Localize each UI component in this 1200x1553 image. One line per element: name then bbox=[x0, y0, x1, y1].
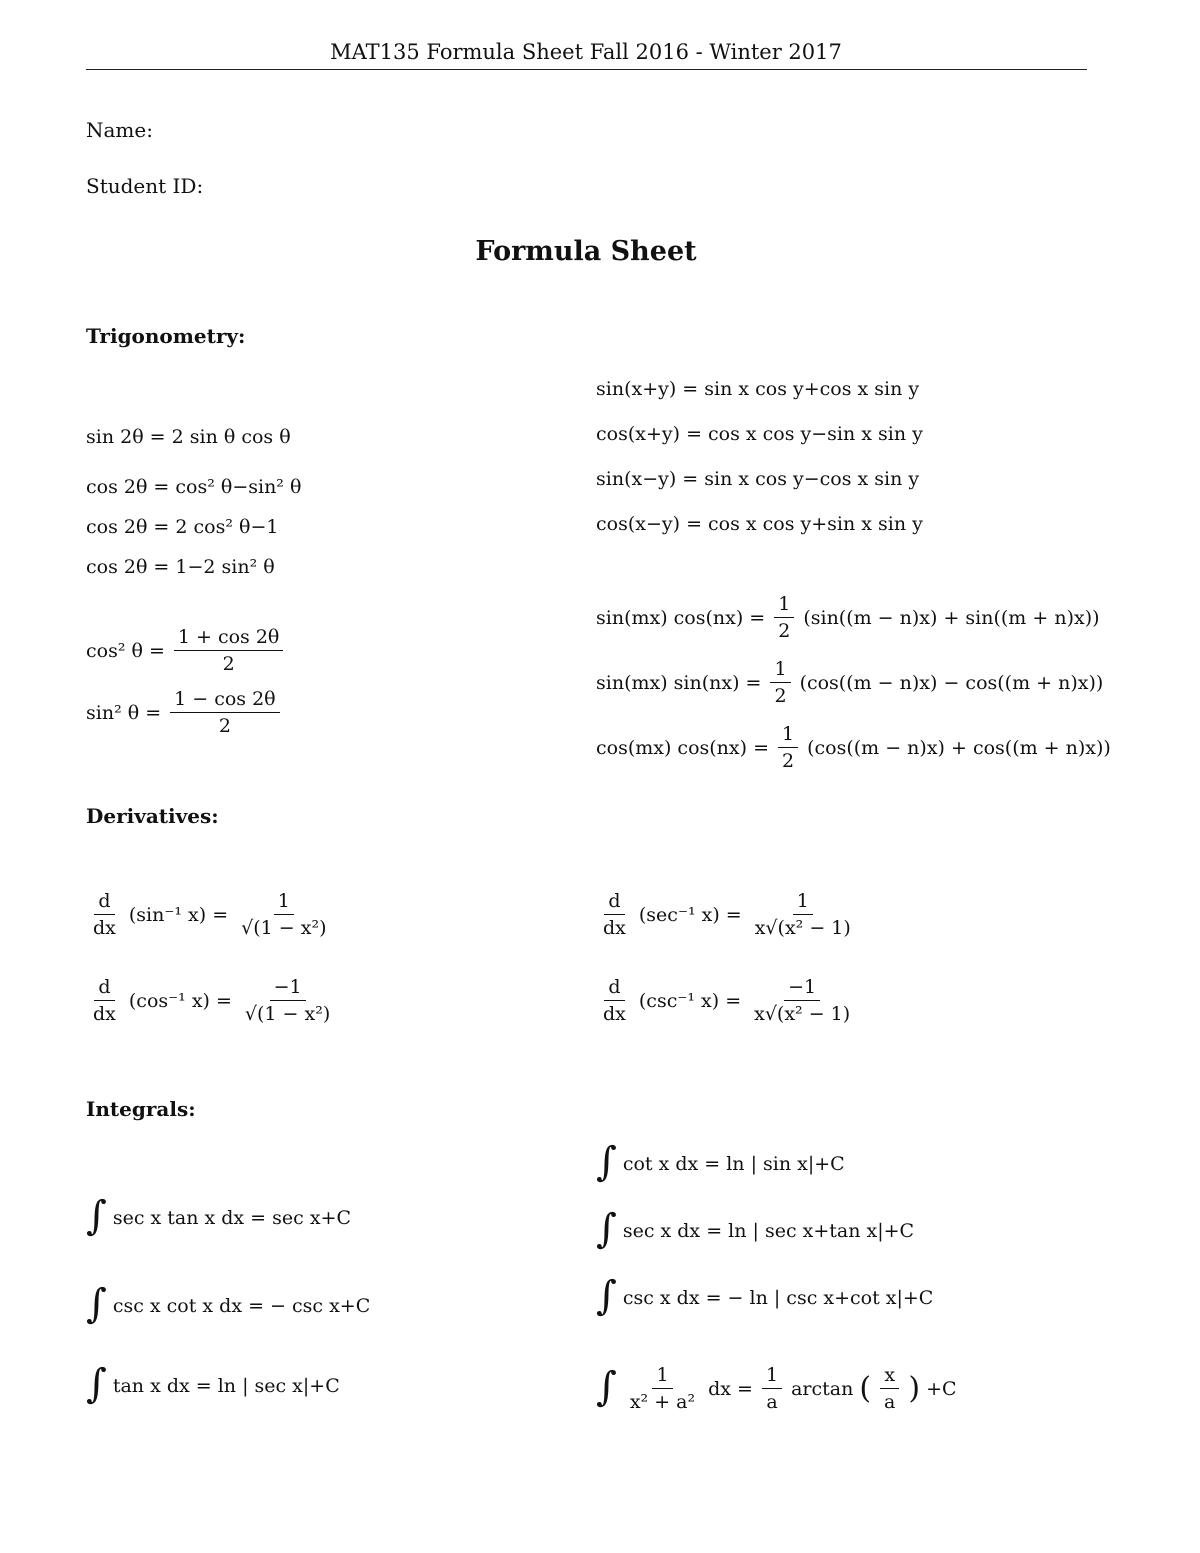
fraction bbox=[778, 723, 798, 772]
right-paren-icon: ) bbox=[908, 1371, 921, 1406]
fraction-denominator: 2 bbox=[774, 685, 787, 707]
integral-formula bbox=[86, 1193, 351, 1239]
function-name: arctan bbox=[791, 1377, 854, 1400]
trig-identity: cos 2θ = cos² θ−sin² θ bbox=[86, 476, 302, 498]
integral-sign-icon: ∫ bbox=[86, 1361, 107, 1407]
integral-formula bbox=[596, 1139, 845, 1185]
formula-rhs: (cos((m − n)x) − cos((m + n)x)) bbox=[799, 671, 1104, 694]
section-heading-integrals: Integrals: bbox=[86, 1097, 196, 1121]
integral-formula bbox=[86, 1281, 371, 1327]
product-to-sum-formula bbox=[596, 658, 1103, 707]
derivative-formula bbox=[596, 890, 858, 939]
trig-identity: cos 2θ = 1−2 sin² θ bbox=[86, 556, 275, 578]
fraction-numerator: d bbox=[94, 976, 114, 1001]
fraction-denominator: x√(x² − 1) bbox=[754, 1003, 851, 1025]
fraction-denominator: 2 bbox=[778, 620, 791, 642]
fraction-denominator: 2 bbox=[218, 715, 231, 737]
integral-formula bbox=[596, 1273, 934, 1319]
fraction bbox=[774, 593, 794, 642]
integral-body: csc x cot x dx = − csc x+C bbox=[112, 1295, 371, 1317]
integral-body: csc x dx = − ln | csc x+cot x|+C bbox=[622, 1287, 934, 1309]
derivative-argument: (sin⁻¹ x) = bbox=[128, 903, 229, 926]
fraction-denominator: √(1 − x²) bbox=[241, 917, 327, 939]
formula-lhs: sin(mx) sin(nx) = bbox=[596, 671, 762, 694]
header-divider bbox=[86, 69, 1087, 70]
fraction bbox=[241, 976, 334, 1025]
integral-body: cot x dx = ln | sin x|+C bbox=[622, 1153, 845, 1175]
section-heading-derivatives: Derivatives: bbox=[86, 804, 219, 828]
sum-difference-identity: sin(x+y) = sin x cos y+cos x sin y bbox=[596, 378, 920, 400]
derivative-operator bbox=[599, 890, 630, 939]
fraction-numerator: d bbox=[604, 890, 624, 915]
sum-difference-identity: cos(x−y) = cos x cos y+sin x sin y bbox=[596, 513, 923, 535]
name-label: Name: bbox=[86, 118, 153, 142]
fraction-numerator: 1 bbox=[770, 658, 790, 683]
formula-rhs: (cos((m − n)x) + cos((m + n)x)) bbox=[807, 736, 1111, 759]
fraction-denominator: a bbox=[884, 1391, 896, 1413]
product-to-sum-formula bbox=[596, 723, 1111, 772]
left-paren-icon: ( bbox=[859, 1371, 872, 1406]
integral-sign-icon: ∫ bbox=[596, 1206, 617, 1252]
student-id-label: Student ID: bbox=[86, 174, 204, 198]
trig-identity: cos 2θ = 2 cos² θ−1 bbox=[86, 516, 279, 538]
fraction-numerator: 1 bbox=[762, 1364, 782, 1389]
fraction-denominator: dx bbox=[93, 917, 116, 939]
sheet-title: Formula Sheet bbox=[475, 236, 697, 267]
derivative-operator bbox=[599, 976, 630, 1025]
fraction bbox=[237, 890, 330, 939]
fraction bbox=[174, 626, 284, 675]
integral-formula bbox=[86, 1361, 340, 1407]
coefficient-fraction bbox=[762, 1364, 782, 1413]
formula-rhs: (sin((m − n)x) + sin((m + n)x)) bbox=[803, 606, 1100, 629]
integral-sign-icon: ∫ bbox=[596, 1139, 617, 1185]
sum-difference-identity: sin(x−y) = sin x cos y−cos x sin y bbox=[596, 468, 920, 490]
fraction-numerator: 1 bbox=[778, 723, 798, 748]
integral-body: sec x dx = ln | sec x+tan x|+C bbox=[622, 1220, 915, 1242]
derivative-argument: (csc⁻¹ x) = bbox=[638, 989, 742, 1012]
integral-sign-icon: ∫ bbox=[596, 1273, 617, 1319]
integral-body: tan x dx = ln | sec x|+C bbox=[112, 1375, 340, 1397]
integral-sign-icon: ∫ bbox=[86, 1281, 107, 1327]
derivative-operator bbox=[89, 976, 120, 1025]
fraction bbox=[626, 1364, 699, 1413]
fraction-numerator: d bbox=[604, 976, 624, 1001]
fraction-denominator: x² + a² bbox=[629, 1391, 696, 1413]
fraction-numerator: d bbox=[94, 890, 114, 915]
fraction-denominator: dx bbox=[603, 1003, 626, 1025]
formula-lhs: sin(mx) cos(nx) = bbox=[596, 606, 766, 629]
fraction-numerator: −1 bbox=[784, 976, 820, 1001]
fraction bbox=[770, 658, 790, 707]
derivative-formula bbox=[86, 890, 334, 939]
page-header-title: MAT135 Formula Sheet Fall 2016 - Winter 2017 bbox=[330, 40, 842, 64]
power-reduction-formula bbox=[86, 688, 283, 737]
derivative-argument: (cos⁻¹ x) = bbox=[128, 989, 232, 1012]
fraction-denominator: 2 bbox=[222, 653, 235, 675]
fraction-numerator: x bbox=[880, 1364, 899, 1389]
formula-middle: dx = bbox=[708, 1377, 753, 1400]
integral-sign-icon: ∫ bbox=[86, 1193, 107, 1239]
fraction-numerator: −1 bbox=[270, 976, 306, 1001]
derivative-argument: (sec⁻¹ x) = bbox=[638, 903, 742, 926]
derivative-formula bbox=[86, 976, 337, 1025]
fraction-denominator: x√(x² − 1) bbox=[754, 917, 851, 939]
fraction bbox=[170, 688, 280, 737]
fraction-numerator: 1 − cos 2θ bbox=[170, 688, 280, 713]
fraction-denominator: dx bbox=[93, 1003, 116, 1025]
fraction-numerator: 1 bbox=[652, 1364, 672, 1389]
derivative-operator bbox=[89, 890, 120, 939]
formula-lhs: cos(mx) cos(nx) = bbox=[596, 736, 769, 759]
fraction-denominator: dx bbox=[603, 917, 626, 939]
integral-formula bbox=[596, 1206, 915, 1252]
section-heading-trigonometry: Trigonometry: bbox=[86, 324, 246, 348]
fraction-numerator: 1 + cos 2θ bbox=[174, 626, 284, 651]
fraction-denominator: √(1 − x²) bbox=[244, 1003, 331, 1025]
argument-fraction bbox=[880, 1364, 899, 1413]
fraction-numerator: 1 bbox=[274, 890, 294, 915]
fraction-denominator: a bbox=[766, 1391, 778, 1413]
sum-difference-identity: cos(x+y) = cos x cos y−sin x sin y bbox=[596, 423, 923, 445]
fraction bbox=[751, 890, 855, 939]
formula-lhs: cos² θ = bbox=[86, 639, 165, 662]
integral-body: sec x tan x dx = sec x+C bbox=[112, 1207, 351, 1229]
power-reduction-formula bbox=[86, 626, 286, 675]
fraction-denominator: 2 bbox=[782, 750, 795, 772]
arctan-integral-formula bbox=[596, 1364, 957, 1413]
product-to-sum-formula bbox=[596, 593, 1100, 642]
formula-lhs: sin² θ = bbox=[86, 701, 162, 724]
formula-tail: +C bbox=[926, 1377, 957, 1400]
fraction-numerator: 1 bbox=[774, 593, 794, 618]
trig-identity: sin 2θ = 2 sin θ cos θ bbox=[86, 426, 291, 448]
derivative-formula bbox=[596, 976, 857, 1025]
fraction bbox=[750, 976, 854, 1025]
fraction-numerator: 1 bbox=[793, 890, 813, 915]
integral-sign-icon: ∫ bbox=[596, 1363, 617, 1410]
